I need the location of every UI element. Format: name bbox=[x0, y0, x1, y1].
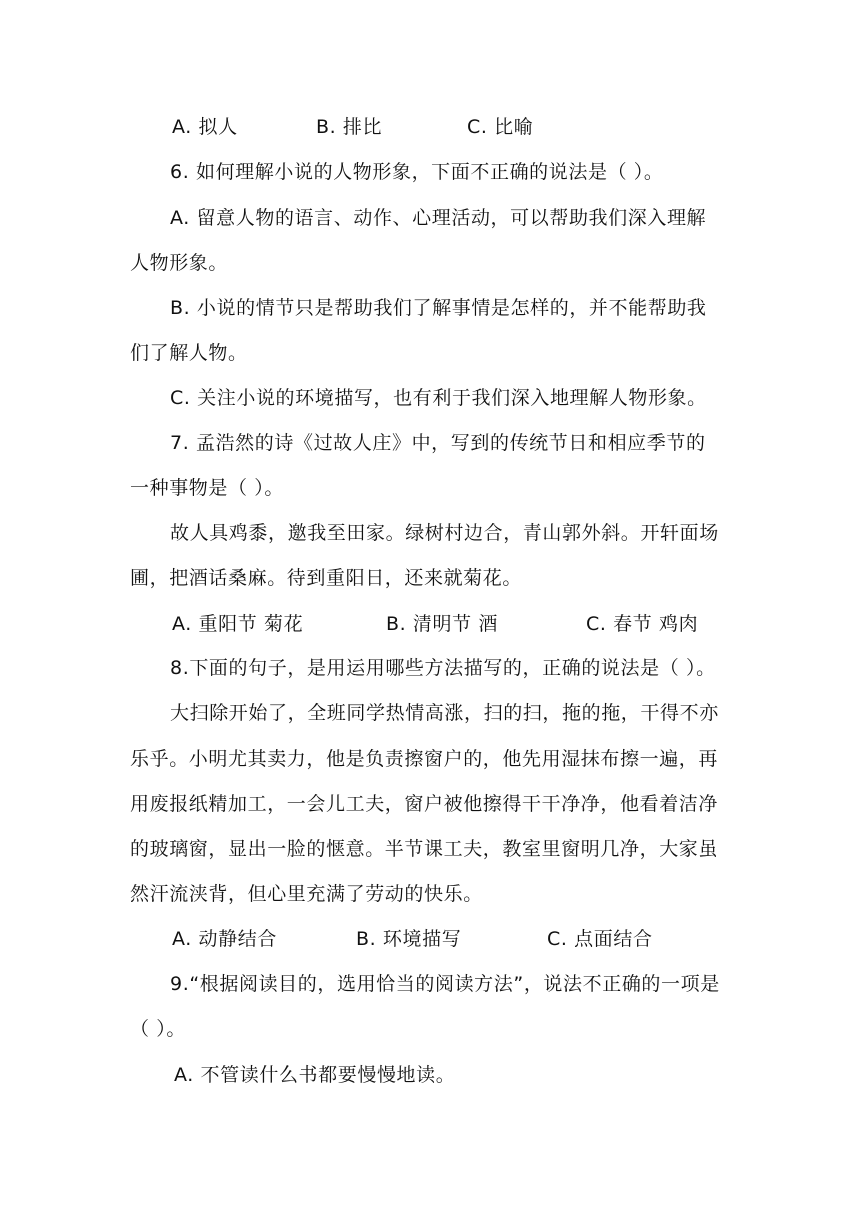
q6-option-a-line2: 人物形象。 bbox=[130, 252, 229, 274]
q8-passage-line1: 大扫除开始了，全班同学热情高涨，扫的扫，拖的拖，干得不亦 bbox=[170, 702, 719, 724]
q5-option-c: C. 比喻 bbox=[467, 116, 534, 138]
q9-stem-line2: （ ）。 bbox=[130, 1018, 186, 1040]
q8-option-b: B. 环境描写 bbox=[356, 928, 462, 950]
q6-stem: 6. 如何理解小说的人物形象，下面不正确的说法是（ ）。 bbox=[170, 161, 664, 183]
q6-option-b-line1: B. 小说的情节只是帮助我们了解事情是怎样的，并不能帮助我 bbox=[170, 297, 707, 319]
q7-poem-line2: 圃，把酒话桑麻。待到重阳日，还来就菊花。 bbox=[130, 567, 523, 589]
q7-option-a: A. 重阳节 菊花 bbox=[172, 613, 304, 635]
q8-passage-line5: 然汗流浃背，但心里充满了劳动的快乐。 bbox=[130, 883, 483, 905]
q7-stem-line2: 一种事物是（ ）。 bbox=[130, 477, 284, 499]
q5-option-a: A. 拟人 bbox=[172, 116, 238, 138]
q8-option-c: C. 点面结合 bbox=[547, 928, 653, 950]
q6-option-c: C. 关注小说的环境描写，也有利于我们深入地理解人物形象。 bbox=[170, 387, 707, 409]
q7-option-c: C. 春节 鸡肉 bbox=[586, 613, 699, 635]
q9-option-a: A. 不管读什么书都要慢慢地读。 bbox=[174, 1064, 456, 1086]
q7-stem-line1: 7. 孟浩然的诗《过故人庄》中，写到的传统节日和相应季节的 bbox=[170, 432, 706, 454]
q6-option-a-line1: A. 留意人物的语言、动作、心理活动，可以帮助我们深入理解 bbox=[170, 207, 707, 229]
q8-passage-line4: 的玻璃窗，显出一脸的惬意。半节课工夫，教室里窗明几净，大家虽 bbox=[130, 838, 719, 860]
q7-poem-line1: 故人具鸡黍，邀我至田家。绿树村边合，青山郭外斜。开轩面场 bbox=[170, 522, 719, 544]
q8-stem: 8.下面的句子，是用运用哪些方法描写的，正确的说法是（ ）。 bbox=[170, 657, 716, 679]
q8-passage-line3: 用废报纸精加工，一会儿工夫，窗户被他擦得干干净净，他看着洁净 bbox=[130, 793, 719, 815]
q8-option-a: A. 动静结合 bbox=[172, 928, 277, 950]
q7-option-b: B. 清明节 酒 bbox=[386, 613, 498, 635]
q6-option-b-line2: 们了解人物。 bbox=[130, 342, 248, 364]
q8-passage-line2: 乐乎。小明尤其卖力，他是负责擦窗户的，他先用湿抹布擦一遍，再 bbox=[130, 748, 719, 770]
q5-option-b: B. 排比 bbox=[316, 116, 383, 138]
q9-stem-line1: 9.“根据阅读目的，选用恰当的阅读方法”，说法不正确的一项是 bbox=[170, 973, 720, 995]
